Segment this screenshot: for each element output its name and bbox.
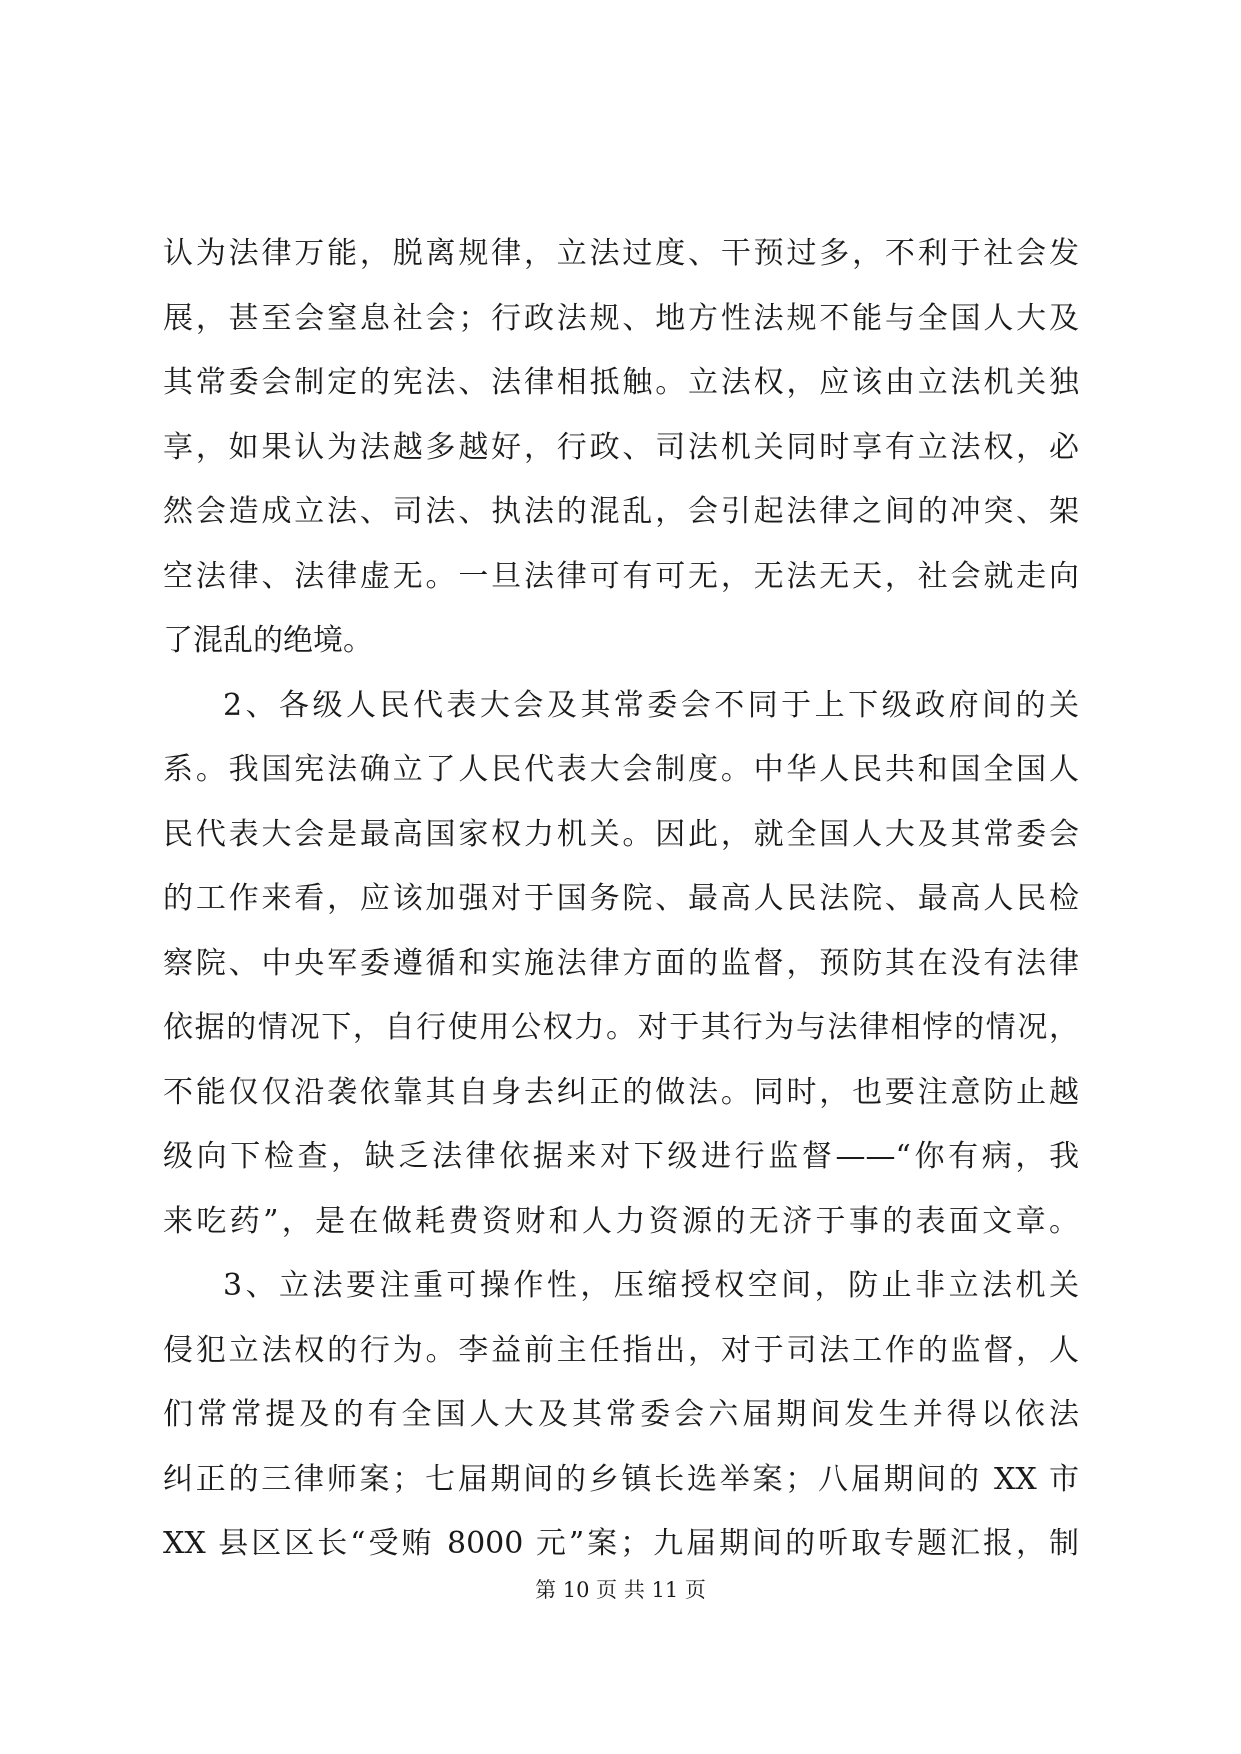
text-line: 来吃药”，是在做耗费资财和人力资源的无济于事的表面文章。: [163, 1203, 1079, 1239]
text-line: 们常常提及的有全国人大及其常委会六届期间发生并得以依法: [163, 1397, 1079, 1432]
text-line: 侵犯立法权的行为。李益前主任指出，对于司法工作的监督，人: [163, 1332, 1079, 1368]
text-line: 的工作来看，应该加强对于国务院、最高人民法院、最高人民检: [163, 881, 1079, 916]
text-line: XX 县区区长“受贿 8000 元”案；九届期间的听取专题汇报，制: [163, 1526, 1079, 1561]
text-line: 认为法律万能，脱离规律，立法过度、干预过多，不利于社会发: [163, 236, 1079, 271]
text-line: 享，如果认为法越多越好，行政、司法机关同时享有立法权，必: [163, 429, 1079, 465]
text-line: 纠正的三律师案；七届期间的乡镇长选举案；八届期间的 XX 市: [163, 1461, 1079, 1497]
text-line: 系。我国宪法确立了人民代表大会制度。中华人民共和国全国人: [163, 752, 1079, 787]
document-body: [163, 222, 1079, 1577]
text-line: 然会造成立法、司法、执法的混乱，会引起法律之间的冲突、架: [163, 494, 1079, 529]
text-line: 空法律、法律虚无。一旦法律可有可无，无法无天，社会就走向: [163, 558, 1079, 594]
text-line: 其常委会制定的宪法、法律相抵触。立法权，应该由立法机关独: [163, 365, 1079, 400]
text-line: 察院、中央军委遵循和实施法律方面的监督，预防其在没有法律: [163, 945, 1079, 981]
text-line: 了混乱的绝境。: [163, 623, 373, 658]
text-line: 不能仅仅沿袭依靠其自身去纠正的做法。同时，也要注意防止越: [163, 1074, 1079, 1110]
page-number-footer: 第 10 页 共 11 页: [535, 1578, 706, 1602]
text-line: 3、立法要注重可操作性，压缩授权空间，防止非立法机关: [223, 1268, 1079, 1303]
text-line: 展，甚至会窒息社会；行政法规、地方性法规不能与全国人大及: [163, 300, 1079, 336]
text-line: 级向下检查，缺乏法律依据来对下级进行监督——“你有病，我: [163, 1139, 1079, 1174]
text-line: 民代表大会是最高国家权力机关。因此，就全国人大及其常委会: [163, 816, 1079, 852]
text-line: 依据的情况下，自行使用公权力。对于其行为与法律相悖的情况，: [163, 1010, 1079, 1045]
text-line: 2、各级人民代表大会及其常委会不同于上下级政府间的关: [223, 687, 1079, 723]
